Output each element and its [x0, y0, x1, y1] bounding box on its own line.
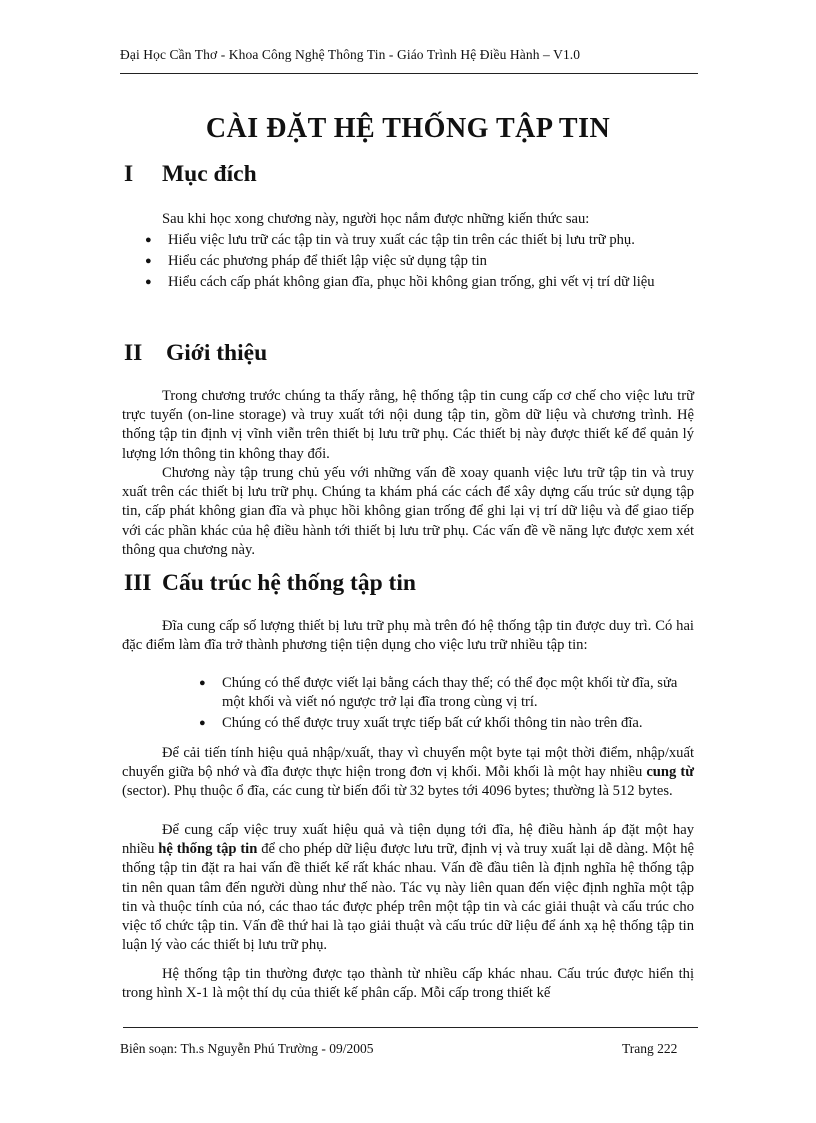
- list-item: ● Chúng có thể được truy xuất trực tiếp bất cứ khối thông tin nào trên đĩa.: [199, 714, 679, 733]
- list-item: ● Hiểu cách cấp phát không gian đĩa, phục hồi không gian trống, ghi vết vị trí dữ liệu: [145, 273, 700, 292]
- disk-features-list: [199, 674, 679, 736]
- document-title: CÀI ĐẶT HỆ THỐNG TẬP TIN: [205, 113, 611, 144]
- section-heading-gioi-thieu: [124, 340, 267, 367]
- page-number: Trang 222: [622, 1041, 678, 1056]
- bullet-icon: ●: [145, 234, 152, 246]
- section-heading-cau-truc: [124, 570, 416, 597]
- paragraph: Chương này tập trung chủ yếu với những vấn đề xoay quanh việc lưu trữ tập tin và truy xuất trên các thiết bị lưu trữ phụ. Chúng ta khám phá các cách để xây dựng cấu trúc sử dụng tập tin, cấp phát không gian đĩa và phục hồi không gian trống để ghi lại vị trí dữ liệu và để giao tiếp với các phần khác của hệ điều hành tới thiết bị lưu trữ phụ. Các vấn đề về năng lực được xem xét thông qua chương này.: [122, 465, 694, 558]
- section-title: Giới thiệu: [166, 340, 268, 366]
- section-intro: Sau khi học xong chương này, người học nắm được những kiến thức sau:: [162, 211, 590, 227]
- paragraph: Để cung cấp việc truy xuất hiệu quả và tiện dụng tới đĩa, hệ điều hành áp đặt một hay nhiều hệ thống tập tin để cho phép dữ liệu được lưu trữ, định vị và truy xuất lại dễ dàng. Một hệ thống tập tin đặt ra hai vấn đề thiết kế rất khác nhau. Vấn đề đầu tiên là định nghĩa hệ thống tập tin nên quan tâm đến người dùng như thế nào. Tác vụ này liên quan đến việc định nghĩa một tập tin và thuộc tính của nó, các thao tác được phép trên một tập tin và các giải thuật và cấu trúc cho việc tổ chức tập tin. Vấn đề thứ hai là tạo giải thuật và cấu trúc dữ liệu để ánh xạ hệ thống tập tin luận lý vào các thiết bị lưu trữ phụ.: [122, 822, 695, 954]
- section-title: Mục đích: [162, 161, 257, 187]
- list-item: ● Hiểu các phương pháp để thiết lập việc sử dụng tập tin: [145, 252, 700, 271]
- paragraph: Trong chương trước chúng ta thấy rằng, hệ thống tập tin cung cấp cơ chế cho việc lưu trữ trực tuyến (on-line storage) và truy xuất tới nội dung tập tin, gồm dữ liệu và chương trình. Hệ thống tập tin định vị vĩnh viễn trên thiết bị lưu trữ phụ. Các thiết bị này được thiết kế để quản lý lượng lớn thông tin không thay đổi.: [122, 388, 694, 462]
- list-item: ● Chúng có thể được viết lại bằng cách thay thế; có thể đọc một khối từ đĩa, sửa một khối và viết nó ngược trở lại đĩa trong cùng vị trí.: [199, 675, 678, 711]
- page-header: Đại Học Cần Thơ - Khoa Công Nghệ Thông Tin - Giáo Trình Hệ Điều Hành – V1.0: [120, 47, 581, 62]
- list-item: ● Hiểu việc lưu trữ các tập tin và truy xuất các tập tin trên các thiết bị lưu trữ phụ.: [145, 231, 700, 250]
- section-number: II: [124, 340, 143, 366]
- header-divider: [120, 73, 698, 74]
- section-number: III: [124, 570, 152, 596]
- paragraph: Để cải tiến tính hiệu quả nhập/xuất, thay vì chuyển một byte tại một thời điểm, nhập/xuất chuyển giữa bộ nhớ và đĩa được thực hiện trong đơn vị khối. Mỗi khối là một hay nhiều cung từ (sector). Phụ thuộc ổ đĩa, các cung từ biến đổi từ 32 bytes tới 4096 bytes; thường là 512 bytes.: [122, 745, 694, 800]
- section-title: Cấu trúc hệ thống tập tin: [162, 570, 416, 596]
- objectives-list: [145, 231, 700, 295]
- section-heading-muc-dich: [124, 161, 257, 188]
- bullet-icon: ●: [199, 677, 206, 689]
- footer-divider: [123, 1027, 698, 1028]
- paragraph: Đĩa cung cấp số lượng thiết bị lưu trữ phụ mà trên đó hệ thống tập tin được duy trì. Có hai đặc điểm làm đĩa trở thành phương tiện tiện dụng cho việc lưu trữ nhiều tập tin:: [122, 618, 694, 654]
- bold-term-cung-tu: cung từ: [646, 764, 694, 781]
- bold-term-he-thong-tap-tin: hệ thống tập tin: [158, 841, 258, 858]
- footer-author: Biên soạn: Th.s Nguyễn Phú Trường - 09/2005: [120, 1041, 374, 1056]
- paragraph: Hệ thống tập tin thường được tạo thành từ nhiều cấp khác nhau. Cấu trúc được hiển thị trong hình X-1 là một thí dụ của thiết kế phân cấp. Mỗi cấp trong thiết kế: [122, 966, 694, 1002]
- bullet-icon: ●: [145, 255, 152, 268]
- section-number: I: [124, 161, 134, 187]
- bullet-icon: ●: [145, 276, 152, 289]
- bullet-icon: ●: [199, 717, 206, 730]
